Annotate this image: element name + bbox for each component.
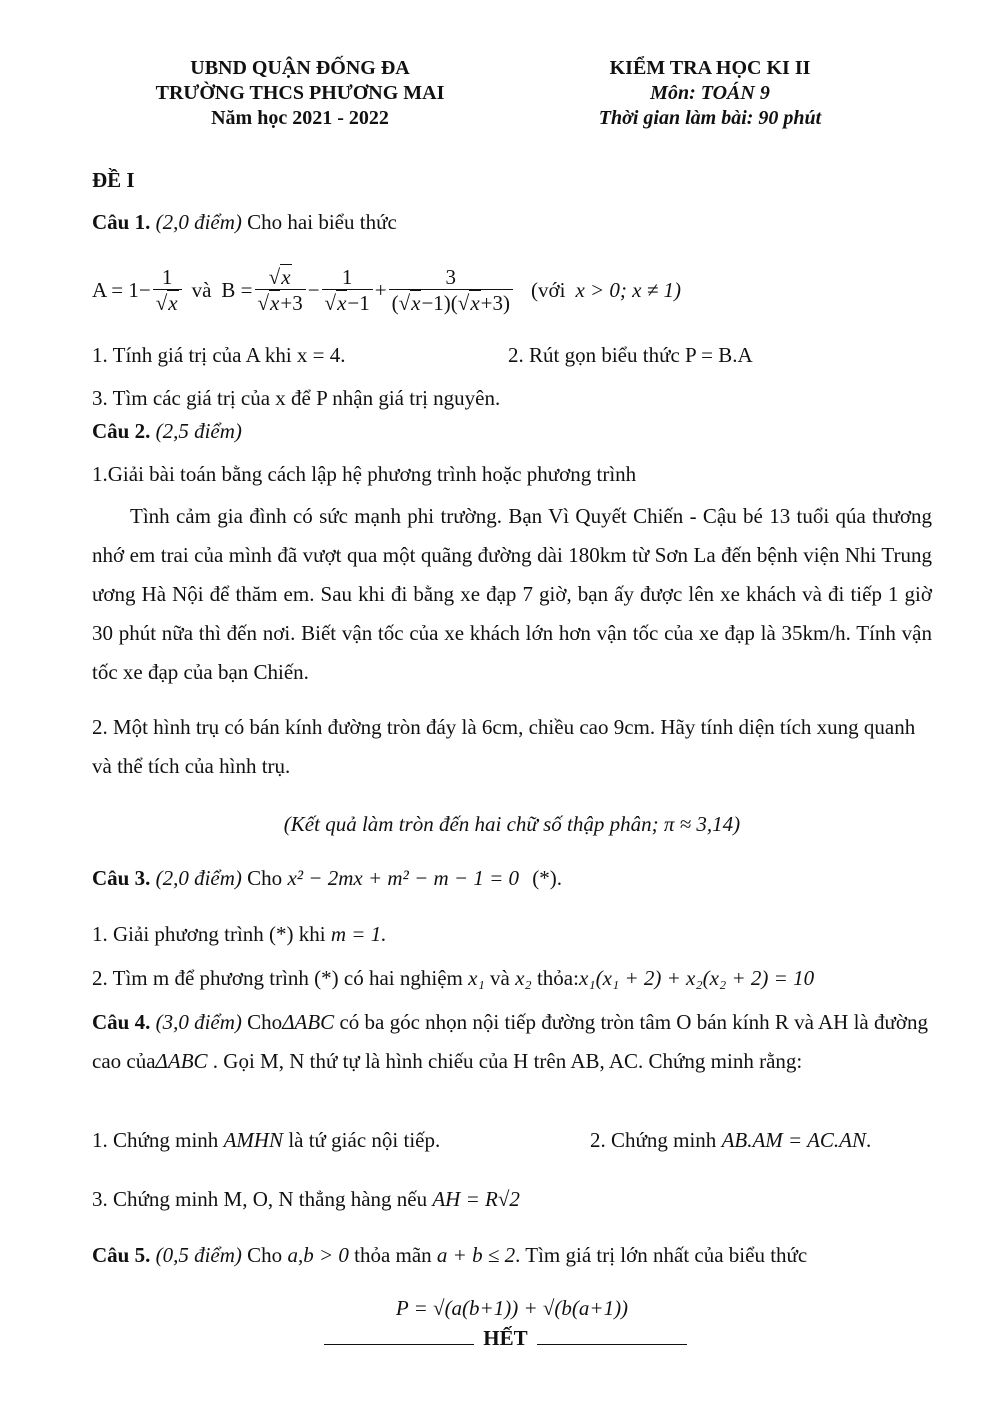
question-3-intro: Cho <box>247 866 283 890</box>
end-text: HẾT <box>483 1326 528 1350</box>
rounding-note: (Kết quả làm tròn đến hai chữ số thập phân; π ≈ 3,14) <box>283 812 741 836</box>
right-rule <box>537 1344 687 1345</box>
question-5-points: (0,5 điểm) <box>155 1243 242 1267</box>
question-3-points: (2,0 điểm) <box>155 866 242 890</box>
condition-label: (với <box>531 277 566 302</box>
question-4-part-1-tail: là tứ giác nội tiếp. <box>288 1128 441 1152</box>
condition-label: thỏa: <box>536 966 579 990</box>
exam-subject: Môn: TOÁN 9 <box>650 82 770 104</box>
question-2-part-1-title: 1.Giải bài toán bằng cách lập hệ phương trình hoặc phương trình <box>92 462 637 486</box>
question-4-part-1-text: 1. Chứng minh <box>92 1128 219 1152</box>
quadrilateral-amhn: AMHN <box>223 1128 284 1152</box>
question-3-star: (*). <box>532 866 563 890</box>
exam-title: KIỂM TRA HỌC KI II <box>609 57 811 79</box>
question-4-text-2: có ba góc nhọn nội tiếp đường tròn tâm O bán kính R và AH là đường cao của <box>92 1010 928 1073</box>
question-1-part-1: 1. Tính giá trị của A khi x = 4. <box>92 343 346 367</box>
triangle-abc-2: ΔABC <box>155 1049 208 1073</box>
question-1-part-2: 2. Rút gọn biểu thức P = B.A <box>508 343 753 367</box>
exam-header <box>520 56 900 131</box>
fraction-b1: $\frac{√x}{√x+3}$ <box>255 265 306 316</box>
question-5-text-2: thỏa mãn <box>354 1243 432 1267</box>
district-name: UBND QUẬN ĐỐNG ĐA <box>190 57 410 79</box>
question-1-points: (2,0 điểm) <box>155 210 242 234</box>
root-x1: x₁ <box>468 966 485 990</box>
question-5-math-1: a,b > 0 <box>287 1243 349 1267</box>
question-2-part-1-text <box>92 497 932 692</box>
question-4-text-1: Cho <box>247 1010 283 1034</box>
question-3-label: Câu 3. <box>92 866 151 890</box>
question-5-label: Câu 5. <box>92 1243 151 1267</box>
fraction-a: $\frac{1}{√x}$ <box>153 265 182 316</box>
question-3-part-2-equation: x₁(x₁ + 2) + x₂(x₂ + 2) = 10 <box>578 966 815 990</box>
question-1-intro: Cho hai biểu thức <box>247 210 397 234</box>
question-3-part-2 <box>92 966 814 991</box>
question-3-part-2-text: 2. Tìm m để phương trình (*) có hai nghiệm <box>92 966 463 990</box>
question-2-part-2-text: 2. Một hình trụ có bán kính đường tròn đáy là 6cm, chiều cao 9cm. Hãy tính diện tích xung quanh và thể tích của hình trụ. <box>92 715 916 778</box>
question-3-part-1-math: m = 1. <box>330 922 387 946</box>
question-4-part-3-equation: AH = R√2 <box>432 1187 520 1211</box>
triangle-abc-1: ΔABC <box>282 1010 335 1034</box>
question-5-formula: P = √(a(b+1)) + √(b(a+1)) <box>395 1296 629 1320</box>
question-5-heading <box>92 1243 807 1268</box>
exam-variant: ĐỀ I <box>92 168 135 192</box>
question-5-text-1: Cho <box>247 1243 283 1267</box>
question-1-label: Câu 1. <box>92 210 151 234</box>
question-1-heading <box>92 210 397 235</box>
question-4-part-1 <box>92 1128 440 1153</box>
condition-math: x > 0; x ≠ 1) <box>575 277 682 302</box>
exam-duration: Thời gian làm bài: 90 phút <box>598 107 822 129</box>
question-4-part-2 <box>590 1128 871 1153</box>
question-2-points: (2,5 điểm) <box>155 419 242 443</box>
end-marker <box>320 1326 691 1351</box>
question-4-part-3-text: 3. Chứng minh M, O, N thẳng hàng nếu <box>92 1187 428 1211</box>
conjunction: và <box>490 966 510 990</box>
fraction-b2: $\frac{1}{√x-1}$ <box>322 265 373 316</box>
question-5-math-2: a + b ≤ 2 <box>436 1243 516 1267</box>
root-x2: x₂ <box>515 966 532 990</box>
question-4-part-2-text: 2. Chứng minh <box>590 1128 717 1152</box>
question-4-part-3 <box>92 1187 520 1212</box>
question-4-points: (3,0 điểm) <box>155 1010 242 1034</box>
school-year: Năm học 2021 - 2022 <box>211 107 389 129</box>
question-3-part-1 <box>92 922 386 947</box>
question-1-part-3: 3. Tìm các giá trị của x để P nhận giá trị nguyên. <box>92 386 501 410</box>
question-2-heading <box>92 419 242 444</box>
question-4-label: Câu 4. <box>92 1010 151 1034</box>
question-2-label: Câu 2. <box>92 419 151 443</box>
question-4-part-2-equation: AB.AM = AC.AN <box>721 1128 866 1152</box>
school-header <box>90 56 510 131</box>
question-3-equation: x² − 2mx + m² − m − 1 = 0 <box>287 866 520 890</box>
story-text: Tình cảm gia đình có sức mạnh phi trường. Bạn Vì Quyết Chiến - Cậu bé 13 tuổi qúa thương nhớ em trai của mình đã vượt qua một quãng đường dài 180km từ Sơn La đến bệnh viện Nhi Trung ương Hà Nội để thăm em. Sau khi đi bằng xe đạp 7 giờ, bạn ấy được lên xe khách và đi tiếp 1 giờ 30 phút nữa thì đến nơi. Biết vận tốc của xe khách lớn hơn vận tốc của xe đạp là 35km/h. Tính vận tốc xe đạp của bạn Chiến. <box>92 504 932 684</box>
question-4-part-2-tail: . <box>866 1128 872 1152</box>
question-4-text <box>92 1003 932 1081</box>
question-3-part-1-text: 1. Giải phương trình (*) khi <box>92 922 326 946</box>
left-rule <box>324 1344 474 1345</box>
question-4-text-3: . Gọi M, N thứ tự là hình chiếu của H trên AB, AC. Chứng minh rằng: <box>212 1049 803 1073</box>
question-5-text-3: . Tìm giá trị lớn nhất của biểu thức <box>515 1243 808 1267</box>
school-name: TRƯỜNG THCS PHƯƠNG MAI <box>155 82 445 104</box>
question-1-expressions: A = 1− $\frac{1}{√x}$ và B = $\frac{√x}{√x+3}$ − $\frac{1}{√x-1}$ + $\frac{3}{(√x-1)(√x+3)}$ (với x > 0; x ≠ 1) <box>92 264 682 315</box>
fraction-b3: $\frac{3}{(√x-1)(√x+3)}$ <box>389 265 513 316</box>
question-3-heading <box>92 866 562 891</box>
